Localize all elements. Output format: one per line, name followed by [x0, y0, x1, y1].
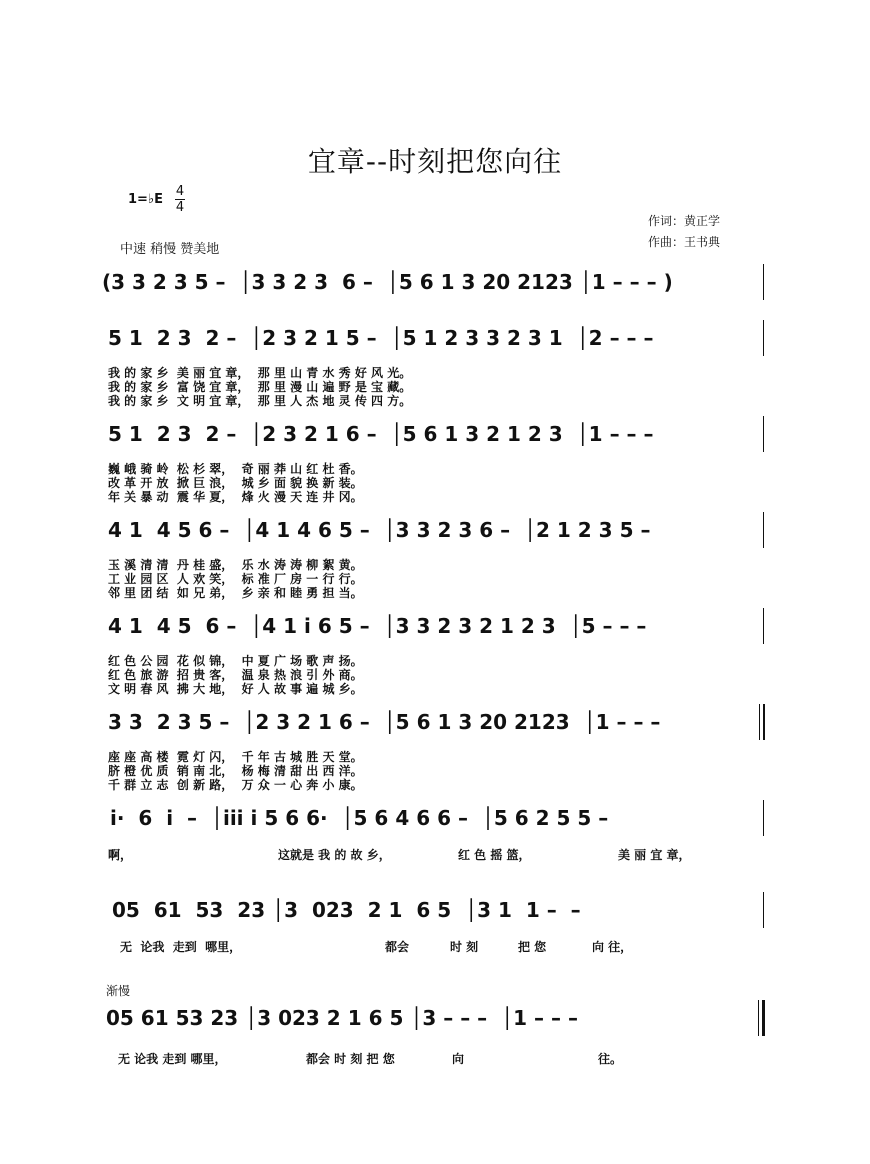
notes-system-5: 4 1 4 5 6 – │4 1 i 6 5 – │3 3 2 3 2 1 2 3 │5 – – – [108, 614, 647, 638]
time-signature-top: 4 [175, 184, 185, 199]
lyrics-s4-v3: 邻 里 团 结 如 兄 弟， 乡 亲 和 睦 勇 担 当。 [108, 586, 363, 600]
staff-system-9 [100, 1000, 765, 1036]
notes-system-3: 5 1 2 3 2 – │2 3 2 1 6 – │5 6 1 3 2 1 2 3 │1 – – – [108, 422, 654, 446]
lyrics-s2-v3: 我 的 家 乡 文 明 宜 章， 那 里 人 杰 地 灵 传 四 方。 [108, 394, 412, 408]
lyrics-s8-5: 向 往， [592, 940, 633, 954]
lyrics-s6-v2: 脐 橙 优 质 销 南 北， 杨 梅 清 甜 出 西 洋。 [108, 764, 363, 778]
time-signature [175, 184, 185, 215]
lyrics-s5-v1: 红 色 公 园 花 似 锦， 中 夏 广 场 歌 声 扬。 [108, 654, 363, 668]
lyrics-s4-v2: 工 业 园 区 人 欢 笑， 标 准 厂 房 一 行 行。 [108, 572, 363, 586]
staff-system-8 [100, 892, 765, 928]
song-title: 宜章--时刻把您向往 [307, 145, 563, 178]
staff-system-5 [100, 608, 765, 644]
lyrics-s3-v3: 年 关 暴 动 震 华 夏， 烽 火 漫 天 连 井 冈。 [108, 490, 363, 504]
notes-system-6: 3 3 2 3 5 – │2 3 2 1 6 – │5 6 1 3 20 2123 │1 – – – [108, 710, 661, 734]
lyrics-s8-2: 都会 [385, 940, 410, 954]
key-signature: 1=♭E [128, 192, 163, 207]
lyrics-s8-4: 把 您 [518, 940, 547, 954]
tempo-marking: 中速 稍慢 赞美地 [120, 242, 220, 257]
lyrics-s5-v3: 文 明 春 风 拂 大 地， 好 人 故 事 遍 城 乡。 [108, 682, 363, 696]
staff-system-6 [100, 704, 765, 740]
lyrics-s5-v2: 红 色 旅 游 招 贵 客， 温 泉 热 浪 引 外 商。 [108, 668, 363, 682]
lyrics-s9-4: 往。 [598, 1052, 623, 1066]
notes-system-7: i· 6 i – │iii i 5 6 6· │5 6 4 6 6 – │5 6 2 5 5 – [110, 806, 609, 830]
notes-system-8: 05 61 53 23 │3 023 2 1 6 5 │3 1 1 – – [112, 898, 581, 922]
lyrics-s9-2: 都会 时 刻 把 您 [306, 1052, 395, 1066]
lyrics-s2-v1: 我 的 家 乡 美 丽 宜 章， 那 里 山 青 水 秀 好 风 光。 [108, 366, 412, 380]
lyrics-s2-v2: 我 的 家 乡 富 饶 宜 章， 那 里 漫 山 遍 野 是 宝 藏。 [108, 380, 412, 394]
lyrics-s7-4: 美 丽 宜 章， [618, 848, 691, 862]
lyrics-s8-3: 时 刻 [450, 940, 479, 954]
time-signature-bottom: 4 [175, 200, 185, 215]
lyrics-s7-3: 红 色 摇 篮， [458, 848, 531, 862]
notes-system-1: (3 3 2 3 5 – │3 3 2 3 6 – │5 6 1 3 20 2123 │1 – – – ) [102, 270, 673, 294]
notes-system-4: 4 1 4 5 6 – │4 1 4 6 5 – │3 3 2 3 6 – │2 1 2 3 5 – [108, 518, 651, 542]
notes-system-9: 05 61 53 23 │3 023 2 1 6 5 │3 – – – │1 – – – [106, 1006, 578, 1030]
lyrics-s6-v1: 座 座 高 楼 霓 灯 闪， 千 年 古 城 胜 天 堂。 [108, 750, 363, 764]
lyrics-s3-v1: 巍 峨 骑 岭 松 杉 翠， 奇 丽 莽 山 红 杜 香。 [108, 462, 363, 476]
lyrics-s8-1: 无 论我 走到 哪里， [120, 940, 242, 954]
staff-system-3 [100, 416, 765, 452]
staff-system-2 [100, 320, 765, 356]
ritardando-marking: 渐慢 [106, 984, 131, 998]
lyrics-s7-2: 这就是 我 的 故 乡， [278, 848, 391, 862]
composer-credit: 作曲：王书典 [648, 235, 721, 249]
staff-system-7 [100, 800, 765, 836]
staff-system-1 [100, 264, 765, 300]
lyrics-s7-1: 啊， [108, 848, 133, 862]
staff-system-4 [100, 512, 765, 548]
lyrics-s9-1: 无 论我 走到 哪里， [118, 1052, 227, 1066]
lyrics-s6-v3: 千 群 立 志 创 新 路， 万 众 一 心 奔 小 康。 [108, 778, 363, 792]
lyrics-s9-3: 向 [452, 1052, 465, 1066]
lyricist-credit: 作词：黄正学 [648, 214, 721, 228]
lyrics-s4-v1: 玉 溪 清 清 丹 桂 盛， 乐 水 涛 涛 柳 絮 黄。 [108, 558, 363, 572]
notes-system-2: 5 1 2 3 2 – │2 3 2 1 5 – │5 1 2 3 3 2 3 1 │2 – – – [108, 326, 654, 350]
lyrics-s3-v2: 改 革 开 放 掀 巨 浪， 城 乡 面 貌 换 新 装。 [108, 476, 363, 490]
